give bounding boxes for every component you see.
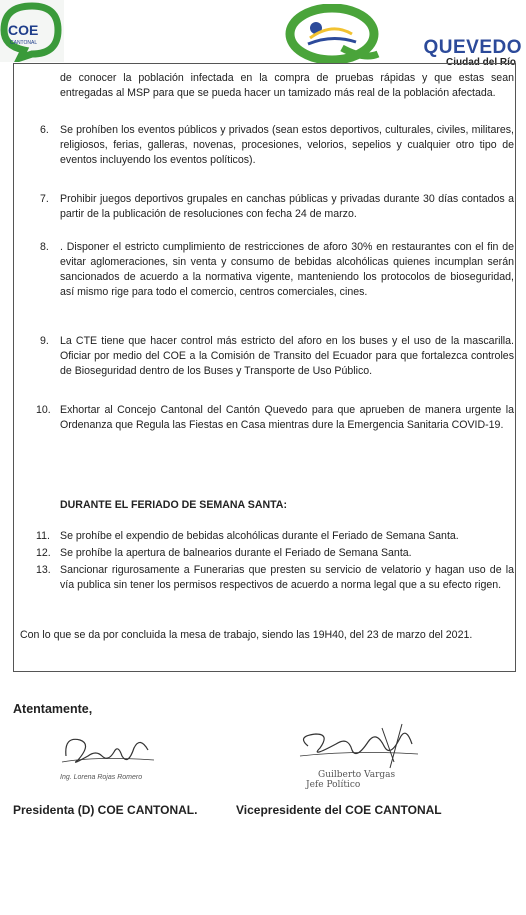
footer-left-title: Presidenta (D) COE CANTONAL. [13,803,198,817]
item-number: 12. [36,547,51,559]
item-number: 11. [36,530,50,542]
intro-paragraph: de conocer la población infectada en la compra de pruebas rápidas y que estas sean entregadas al MSP para que se pueda hacer un tamizado más real de la población afectada. [60,72,514,99]
closing-paragraph: Con lo que se da por concluida la mesa de trabajo, siendo las 19H40, del 23 de marzo del 2021. [20,629,473,641]
item-text: Se prohíbe el expendio de bebidas alcohólicas durante el Feriado de Semana Santa. [60,530,459,542]
item-text: Se prohíben los eventos públicos y privados (sean estos deportivos, culturales, civiles, militares, religiosos, ferias, galleras, novenas, procesiones, velorios, sepelios y cualquier otro tipo de eventos incluyendo los eventos políticos). [60,124,514,166]
item-text: Prohibir juegos deportivos grupales en canchas públicas y privadas durante 30 días contados a partir de la publicación de resoluciones con fecha 24 de marzo. [60,193,514,220]
item-number: 8. [40,241,49,253]
salutation: Atentamente, [13,702,93,716]
coe-logo-text: COE [8,22,39,38]
coe-logo [0,0,64,62]
signature-left [58,726,158,776]
item-number: 6. [40,124,49,136]
item-text: La CTE tiene que hacer control más estricto del aforo en los buses y el uso de la mascarilla. Oficiar por medio del COE a la Comisión de Transito del Ecuador para que fortalezca controles de Bioseguridad dentro de los Buses y Transporte de Uso Público. [60,335,514,377]
section-title: DURANTE EL FERIADO DE SEMANA SANTA: [60,499,287,511]
item-number: 13. [36,564,51,576]
signature-left-caption: Ing. Lorena Rojas Romero [60,774,143,781]
signature-right [286,718,426,774]
item-number: 10. [36,404,51,416]
signature-right-name: Guilberto Vargas [318,770,396,780]
item-text: Exhortar al Concejo Cantonal del Cantón Quevedo para que aprueben de manera urgente la Ordenanza que Regula las Fiestas en Casa mientras dure la Emergencia Sanitaria COVID-19. [60,404,514,431]
item-number: 9. [40,335,49,347]
signature-right-role: Jefe Político [306,780,361,790]
item-number: 7. [40,193,49,205]
item-text: Se prohíbe la apertura de balnearios durante el Feriado de Semana Santa. [60,547,412,559]
coe-logo-sub: CANTONAL [10,40,38,46]
signature-right-caption [306,770,396,790]
footer-right-title: Vicepresidente del COE CANTONAL [236,803,442,817]
brand-name: QUEVEDO [423,37,522,58]
item-text: . Disponer el estricto cumplimiento de restricciones de aforo 30% en restaurantes con el fin de evitar aglomeraciones, sin venta y consumo de bebidas alcohólicas quienes incumplan serán sancionados de acuerdo a la normativa vigente, manteniendo los protocolos de bioseguridad, así mismo rige para todo el comercio, centros comerciales, cines. [60,241,514,298]
quevedo-emblem [282,4,382,64]
brand-subtitle: Ciudad del Río [446,57,516,68]
item-text: Sancionar rigurosamente a Funerarias que presten su servicio de velatorio y hagan uso de la vía publica sin tener los permisos respectivos de acuerdo a norma legal que a su efecto rigen. [60,564,514,591]
